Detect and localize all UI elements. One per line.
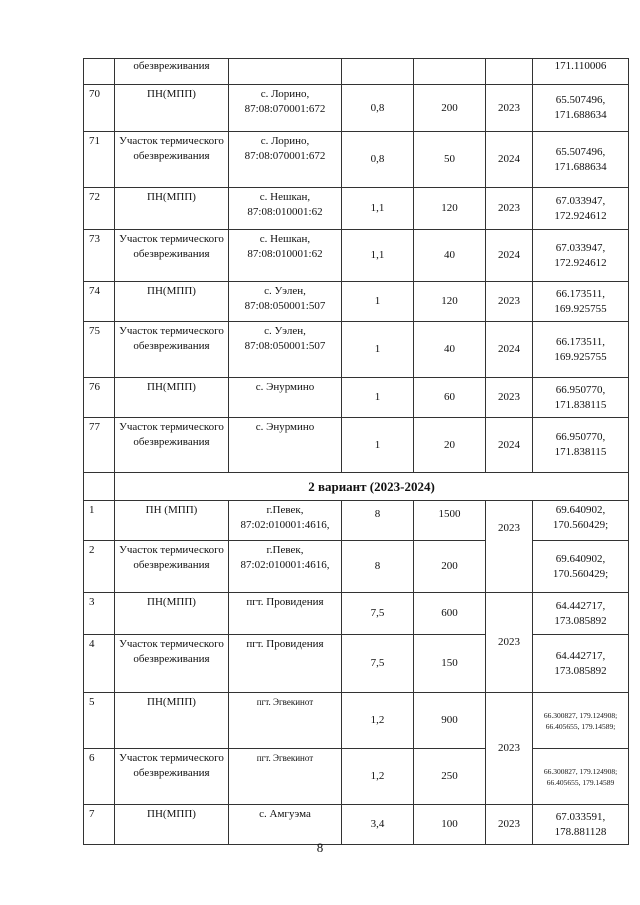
table-row bbox=[84, 418, 629, 473]
addr-cell: с. Амгуэма bbox=[229, 805, 342, 845]
year-cell: 2023 bbox=[486, 501, 533, 593]
table-row bbox=[84, 635, 629, 693]
num-cell: 72 bbox=[84, 188, 115, 230]
coords-cell: 66.950770, 171.838115 bbox=[533, 378, 629, 418]
table-row bbox=[84, 230, 629, 282]
v1-cell: 7,5 bbox=[342, 593, 414, 635]
v1-cell: 8 bbox=[342, 501, 414, 541]
addr-cell: г.Певек, 87:02:010001:4616, bbox=[229, 541, 342, 593]
type-cell: Участок термического обезвреживания bbox=[115, 749, 229, 805]
table-row bbox=[84, 749, 629, 805]
type-cell: ПН(МПП) bbox=[115, 378, 229, 418]
addr-cell: пгт. Провидения bbox=[229, 635, 342, 693]
type-cell: ПН(МПП) bbox=[115, 693, 229, 749]
v1-cell: 1,1 bbox=[342, 230, 414, 282]
year-cell: 2023 bbox=[486, 693, 533, 805]
objects-table bbox=[83, 58, 629, 845]
type-cell: Участок термического обезвреживания bbox=[115, 322, 229, 378]
table-row bbox=[84, 541, 629, 593]
type-cell: ПН (МПП) bbox=[115, 501, 229, 541]
table-row bbox=[84, 132, 629, 188]
addr-cell: пгт. Провидения bbox=[229, 593, 342, 635]
table-row bbox=[84, 188, 629, 230]
coords-cell: 66.173511, 169.925755 bbox=[533, 282, 629, 322]
num-cell: 7 bbox=[84, 805, 115, 845]
type-cell: Участок термического обезвреживания bbox=[115, 230, 229, 282]
table-row bbox=[84, 805, 629, 845]
num-cell: 6 bbox=[84, 749, 115, 805]
addr-cell: с. Энурмино bbox=[229, 378, 342, 418]
type-cell: Участок термического обезвреживания bbox=[115, 635, 229, 693]
addr-cell: с. Энурмино bbox=[229, 418, 342, 473]
section-row bbox=[84, 473, 629, 501]
coords-cell: 64.442717, 173.085892 bbox=[533, 635, 629, 693]
year-cell: 2023 bbox=[486, 593, 533, 693]
v2-cell: 120 bbox=[414, 282, 486, 322]
num-cell: 77 bbox=[84, 418, 115, 473]
type-cell: ПН(МПП) bbox=[115, 188, 229, 230]
v1-cell: 1,2 bbox=[342, 693, 414, 749]
coords-cell: 65.507496, 171.688634 bbox=[533, 85, 629, 132]
v1-cell: 0,8 bbox=[342, 132, 414, 188]
type-cell: Участок термического обезвреживания bbox=[115, 132, 229, 188]
v2-cell: 600 bbox=[414, 593, 486, 635]
table-row bbox=[84, 85, 629, 132]
coords-cell: 64.442717, 173.085892 bbox=[533, 593, 629, 635]
v1-cell: 1,1 bbox=[342, 188, 414, 230]
table-row bbox=[84, 378, 629, 418]
coords-cell: 67.033947, 172.924612 bbox=[533, 230, 629, 282]
table-row bbox=[84, 593, 629, 635]
v1-cell: 1 bbox=[342, 282, 414, 322]
section-title: 2 вариант (2023-2024) bbox=[115, 473, 629, 501]
type-cell: ПН(МПП) bbox=[115, 282, 229, 322]
year-cell: 2024 bbox=[486, 322, 533, 378]
table-row bbox=[84, 501, 629, 541]
type-cell: Участок термического обезвреживания bbox=[115, 418, 229, 473]
v1-cell: 1 bbox=[342, 418, 414, 473]
year-cell: 2023 bbox=[486, 188, 533, 230]
coords-cell: 67.033947, 172.924612 bbox=[533, 188, 629, 230]
type-cell: ПН(МПП) bbox=[115, 85, 229, 132]
v2-cell: 1500 bbox=[414, 501, 486, 541]
coords-cell: 66.300827, 179.124908; 66.405655, 179.14589; bbox=[533, 693, 629, 749]
coords-cell: 69.640902, 170.560429; bbox=[533, 541, 629, 593]
num-cell: 75 bbox=[84, 322, 115, 378]
year-cell: 2023 bbox=[486, 805, 533, 845]
addr-cell: с. Лорино, 87:08:070001:672 bbox=[229, 132, 342, 188]
v2-cell: 50 bbox=[414, 132, 486, 188]
addr-cell: с. Лорино, 87:08:070001:672 bbox=[229, 85, 342, 132]
table-row bbox=[84, 693, 629, 749]
addr-cell: с. Нешкан, 87:08:010001:62 bbox=[229, 188, 342, 230]
year-cell: 2024 bbox=[486, 230, 533, 282]
table-row bbox=[84, 59, 629, 85]
v1-cell: 8 bbox=[342, 541, 414, 593]
addr-cell: с. Уэлен, 87:08:050001:507 bbox=[229, 322, 342, 378]
v1-cell: 3,4 bbox=[342, 805, 414, 845]
coords-cell: 69.640902, 170.560429; bbox=[533, 501, 629, 541]
v1-cell: 1 bbox=[342, 378, 414, 418]
v2-cell: 200 bbox=[414, 541, 486, 593]
addr-cell: пгт. Эгвекинот bbox=[229, 749, 342, 805]
type-cell: ПН(МПП) bbox=[115, 593, 229, 635]
coords-cell: 65.507496, 171.688634 bbox=[533, 132, 629, 188]
coords-cell: 67.033591, 178.881128 bbox=[533, 805, 629, 845]
coords-cell: 66.173511, 169.925755 bbox=[533, 322, 629, 378]
num-cell: 70 bbox=[84, 85, 115, 132]
v2-cell: 60 bbox=[414, 378, 486, 418]
num-cell: 5 bbox=[84, 693, 115, 749]
year-cell: 2023 bbox=[486, 378, 533, 418]
v1-cell: 7,5 bbox=[342, 635, 414, 693]
type-cell: Участок термического обезвреживания bbox=[115, 541, 229, 593]
num-cell: 71 bbox=[84, 132, 115, 188]
v2-cell: 120 bbox=[414, 188, 486, 230]
v2-cell: 200 bbox=[414, 85, 486, 132]
v2-cell: 150 bbox=[414, 635, 486, 693]
num-cell: 3 bbox=[84, 593, 115, 635]
v2-cell: 40 bbox=[414, 322, 486, 378]
type-cell: ПН(МПП) bbox=[115, 805, 229, 845]
num-cell: 2 bbox=[84, 541, 115, 593]
v2-cell: 250 bbox=[414, 749, 486, 805]
num-cell: 1 bbox=[84, 501, 115, 541]
addr-cell: г.Певек, 87:02:010001:4616, bbox=[229, 501, 342, 541]
year-cell: 2023 bbox=[486, 85, 533, 132]
year-cell: 2023 bbox=[486, 282, 533, 322]
v1-cell: 0,8 bbox=[342, 85, 414, 132]
coords-cell: 66.950770, 171.838115 bbox=[533, 418, 629, 473]
num-cell: 4 bbox=[84, 635, 115, 693]
type-cell: обезвреживания bbox=[115, 59, 229, 85]
v1-cell: 1,2 bbox=[342, 749, 414, 805]
page-number: 8 bbox=[316, 840, 324, 855]
num-cell: 73 bbox=[84, 230, 115, 282]
coords-cell: 66.300827, 179.124908; 66.405655, 179.14589 bbox=[533, 749, 629, 805]
addr-cell: с. Уэлен, 87:08:050001:507 bbox=[229, 282, 342, 322]
addr-cell: с. Нешкан, 87:08:010001:62 bbox=[229, 230, 342, 282]
v2-cell: 900 bbox=[414, 693, 486, 749]
year-cell: 2024 bbox=[486, 418, 533, 473]
table-row bbox=[84, 322, 629, 378]
addr-cell: пгт. Эгвекинот bbox=[229, 693, 342, 749]
year-cell: 2024 bbox=[486, 132, 533, 188]
v1-cell: 1 bbox=[342, 322, 414, 378]
coords-cell: 171.110006 bbox=[533, 59, 629, 85]
table-row bbox=[84, 282, 629, 322]
num-cell: 76 bbox=[84, 378, 115, 418]
v2-cell: 40 bbox=[414, 230, 486, 282]
v2-cell: 20 bbox=[414, 418, 486, 473]
v2-cell: 100 bbox=[414, 805, 486, 845]
num-cell: 74 bbox=[84, 282, 115, 322]
